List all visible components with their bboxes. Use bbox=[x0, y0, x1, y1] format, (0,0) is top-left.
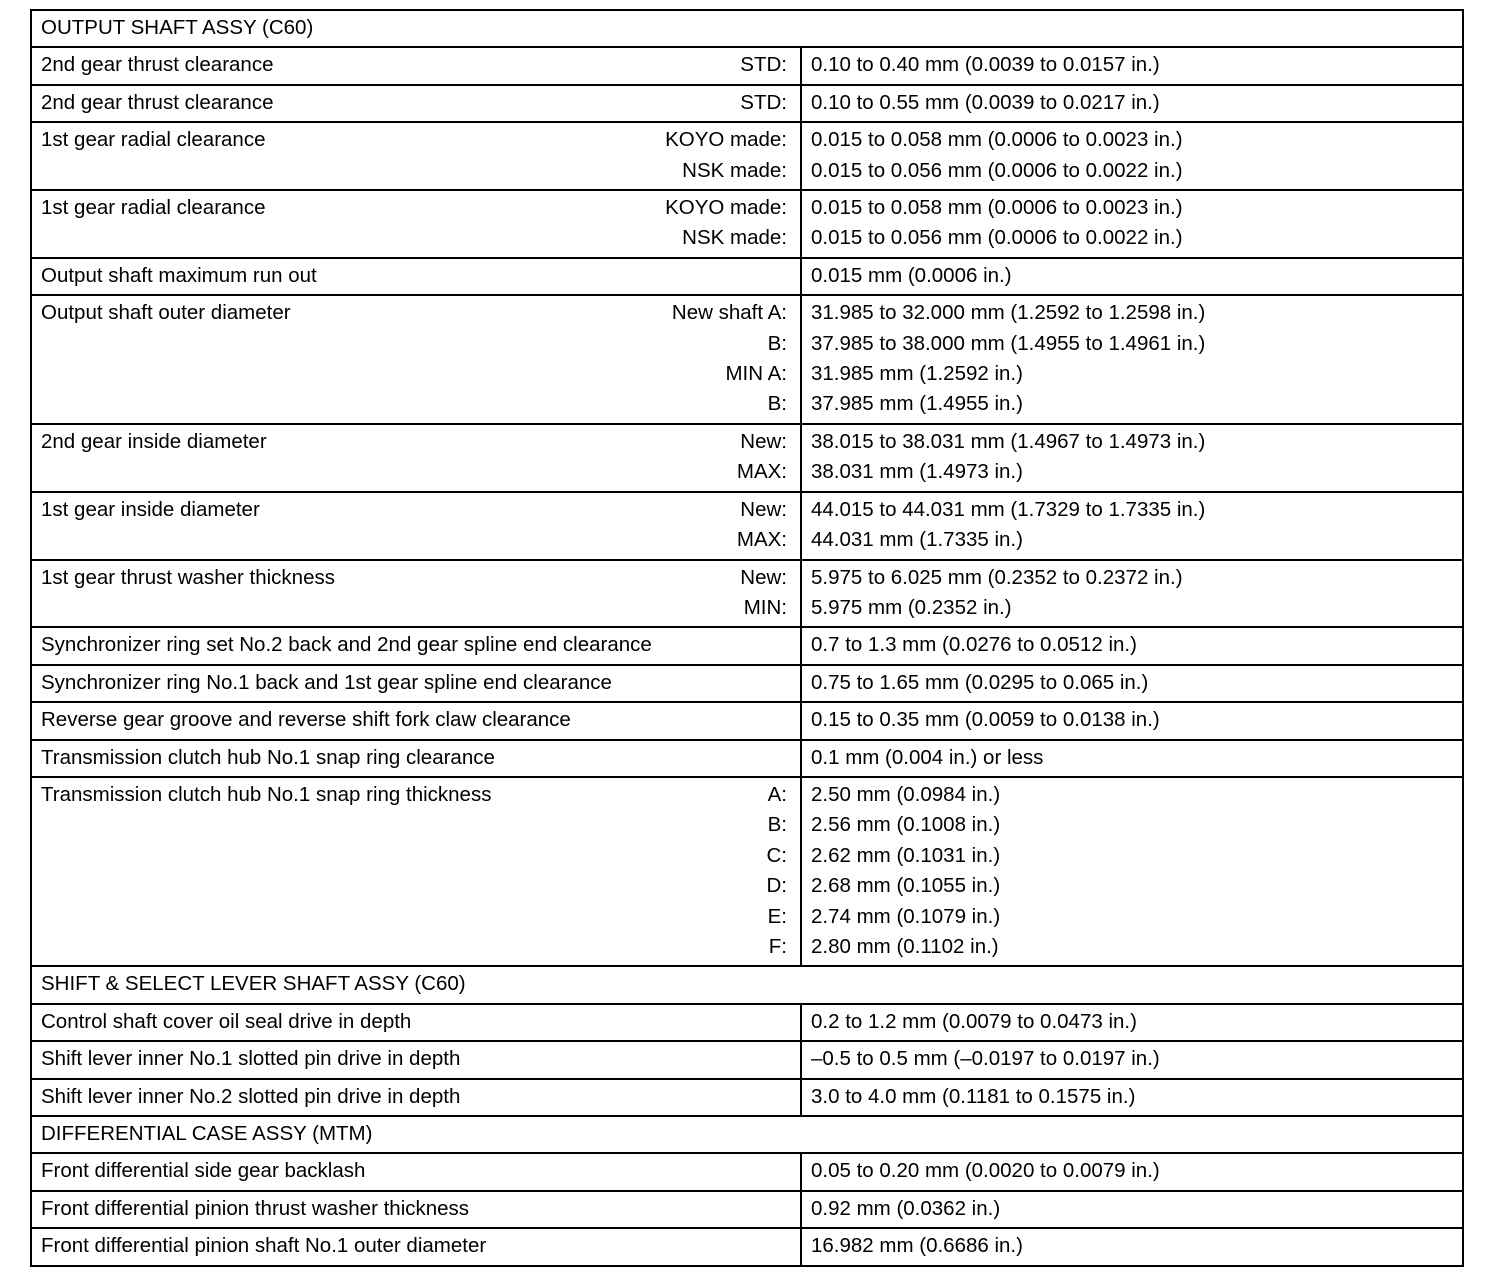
spec-condition: New: bbox=[740, 497, 787, 521]
spec-value-cell bbox=[801, 190, 1463, 258]
spec-label-cell bbox=[31, 122, 801, 190]
spec-label: Control shaft cover oil seal drive in depth bbox=[41, 1009, 412, 1033]
spec-condition: NSK made: bbox=[682, 226, 787, 250]
spec-condition: B: bbox=[767, 331, 787, 355]
spec-value: 0.7 to 1.3 mm (0.0276 to 0.0512 in.) bbox=[811, 633, 1137, 657]
spec-label: Synchronizer ring No.1 back and 1st gear spline end clearance bbox=[41, 670, 612, 694]
spec-label-cell bbox=[31, 492, 801, 560]
spec-value: 31.985 mm (1.2592 in.) bbox=[811, 362, 1023, 386]
spec-value-cell bbox=[801, 740, 1463, 777]
spec-label: 2nd gear thrust clearance bbox=[41, 53, 274, 77]
spec-label-cell bbox=[31, 665, 801, 702]
spec-condition: STD: bbox=[740, 90, 787, 114]
section-header-row bbox=[31, 10, 1463, 47]
spec-value-cell bbox=[801, 702, 1463, 739]
spec-label: 1st gear radial clearance bbox=[41, 128, 266, 152]
spec-value: 0.015 to 0.058 mm (0.0006 to 0.0023 in.) bbox=[811, 128, 1183, 152]
spec-condition-list bbox=[740, 50, 787, 80]
spec-value: 2.50 mm (0.0984 in.) bbox=[811, 782, 1001, 806]
spec-value: 16.982 mm (0.6686 in.) bbox=[811, 1234, 1023, 1258]
spec-value: 2.68 mm (0.1055 in.) bbox=[811, 874, 1001, 898]
section-title: DIFFERENTIAL CASE ASSY (MTM) bbox=[31, 1116, 1463, 1153]
spec-value: 2.80 mm (0.1102 in.) bbox=[811, 934, 999, 958]
spec-value-cell bbox=[801, 1041, 1463, 1078]
spec-label-cell bbox=[31, 1041, 801, 1078]
spec-condition: MIN: bbox=[743, 595, 787, 619]
spec-row bbox=[31, 740, 1463, 777]
spec-label-cell bbox=[31, 740, 801, 777]
spec-row bbox=[31, 122, 1463, 190]
spec-value-cell bbox=[801, 560, 1463, 628]
spec-value: 2.56 mm (0.1008 in.) bbox=[811, 813, 1001, 837]
spec-label-cell bbox=[31, 1153, 801, 1190]
spec-value: 0.75 to 1.65 mm (0.0295 to 0.065 in.) bbox=[811, 670, 1149, 694]
spec-value: 0.92 mm (0.0362 in.) bbox=[811, 1196, 1001, 1220]
spec-value-cell bbox=[801, 1079, 1463, 1116]
spec-label-cell bbox=[31, 47, 801, 84]
spec-label: Front differential pinion thrust washer thickness bbox=[41, 1196, 470, 1220]
spec-value: –0.5 to 0.5 mm (–0.0197 to 0.0197 in.) bbox=[811, 1047, 1160, 1071]
spec-label-cell bbox=[31, 702, 801, 739]
spec-condition: F: bbox=[768, 934, 787, 958]
spec-value: 5.975 mm (0.2352 in.) bbox=[811, 595, 1012, 619]
spec-row bbox=[31, 1153, 1463, 1190]
spec-value: 5.975 to 6.025 mm (0.2352 to 0.2372 in.) bbox=[811, 565, 1183, 589]
spec-value: 0.05 to 0.20 mm (0.0020 to 0.0079 in.) bbox=[811, 1159, 1160, 1183]
spec-value: 44.015 to 44.031 mm (1.7329 to 1.7335 in.) bbox=[811, 497, 1206, 521]
spec-value: 0.015 to 0.056 mm (0.0006 to 0.0022 in.) bbox=[811, 226, 1183, 250]
spec-label-cell bbox=[31, 560, 801, 628]
spec-label-cell bbox=[31, 258, 801, 295]
spec-condition: New: bbox=[740, 429, 787, 453]
spec-value: 0.015 to 0.056 mm (0.0006 to 0.0022 in.) bbox=[811, 158, 1183, 182]
spec-label-cell bbox=[31, 85, 801, 122]
spec-label-cell bbox=[31, 627, 801, 664]
spec-condition: STD: bbox=[740, 53, 787, 77]
spec-label-cell bbox=[31, 424, 801, 492]
spec-row bbox=[31, 424, 1463, 492]
spec-value-cell bbox=[801, 47, 1463, 84]
spec-value: 44.031 mm (1.7335 in.) bbox=[811, 528, 1023, 552]
spec-label: 2nd gear thrust clearance bbox=[41, 90, 274, 114]
spec-label-cell bbox=[31, 295, 801, 424]
spec-label: Transmission clutch hub No.1 snap ring thickness bbox=[41, 782, 492, 806]
spec-condition-list bbox=[737, 495, 787, 556]
spec-condition-list bbox=[737, 427, 787, 488]
spec-value: 37.985 mm (1.4955 in.) bbox=[811, 392, 1023, 416]
spec-row bbox=[31, 295, 1463, 424]
spec-condition: B: bbox=[767, 813, 787, 837]
spec-condition: MAX: bbox=[736, 460, 787, 484]
spec-value: 0.15 to 0.35 mm (0.0059 to 0.0138 in.) bbox=[811, 708, 1160, 732]
spec-label-cell bbox=[31, 777, 801, 966]
spec-row bbox=[31, 85, 1463, 122]
spec-value-cell bbox=[801, 424, 1463, 492]
section-title: OUTPUT SHAFT ASSY (C60) bbox=[31, 10, 1463, 47]
spec-label-cell bbox=[31, 1228, 801, 1265]
spec-value-cell bbox=[801, 122, 1463, 190]
spec-value: 0.10 to 0.40 mm (0.0039 to 0.0157 in.) bbox=[811, 53, 1160, 77]
spec-value-cell bbox=[801, 258, 1463, 295]
spec-condition: NSK made: bbox=[682, 158, 787, 182]
spec-label: Front differential pinion shaft No.1 outer diameter bbox=[41, 1234, 487, 1258]
spec-condition: MIN A: bbox=[725, 362, 787, 386]
spec-condition: A: bbox=[767, 782, 787, 806]
spec-row bbox=[31, 47, 1463, 84]
spec-condition: New shaft A: bbox=[671, 301, 787, 325]
spec-value-cell bbox=[801, 295, 1463, 424]
spec-row bbox=[31, 1004, 1463, 1041]
spec-row bbox=[31, 1041, 1463, 1078]
spec-value-cell bbox=[801, 492, 1463, 560]
spec-label: Shift lever inner No.2 slotted pin drive in depth bbox=[41, 1084, 461, 1108]
spec-label: Shift lever inner No.1 slotted pin drive in depth bbox=[41, 1047, 461, 1071]
spec-value: 31.985 to 32.000 mm (1.2592 to 1.2598 in.) bbox=[811, 301, 1206, 325]
spec-value: 38.015 to 38.031 mm (1.4967 to 1.4973 in.) bbox=[811, 429, 1206, 453]
spec-label-cell bbox=[31, 190, 801, 258]
spec-row bbox=[31, 258, 1463, 295]
spec-condition: MAX: bbox=[736, 528, 787, 552]
spec-row bbox=[31, 665, 1463, 702]
spec-condition: C: bbox=[766, 843, 787, 867]
spec-value-cell bbox=[801, 85, 1463, 122]
spec-value: 0.015 to 0.058 mm (0.0006 to 0.0023 in.) bbox=[811, 196, 1183, 220]
spec-label: 2nd gear inside diameter bbox=[41, 429, 267, 453]
spec-row bbox=[31, 492, 1463, 560]
spec-label-cell bbox=[31, 1079, 801, 1116]
spec-table-body bbox=[31, 10, 1463, 1266]
spec-label: Output shaft outer diameter bbox=[41, 301, 291, 325]
spec-label: Output shaft maximum run out bbox=[41, 263, 317, 287]
spec-value-cell bbox=[801, 777, 1463, 966]
spec-value: 37.985 to 38.000 mm (1.4955 to 1.4961 in.) bbox=[811, 331, 1206, 355]
spec-value-cell bbox=[801, 1228, 1463, 1265]
spec-row bbox=[31, 1228, 1463, 1265]
spec-value-cell bbox=[801, 1191, 1463, 1228]
spec-condition-list bbox=[740, 88, 787, 118]
spec-condition: New: bbox=[740, 565, 787, 589]
spec-condition-list bbox=[672, 298, 787, 420]
spec-condition-list bbox=[740, 563, 787, 624]
spec-value: 2.62 mm (0.1031 in.) bbox=[811, 843, 1001, 867]
spec-value: 0.10 to 0.55 mm (0.0039 to 0.0217 in.) bbox=[811, 90, 1160, 114]
spec-label-cell bbox=[31, 1191, 801, 1228]
spec-row bbox=[31, 1191, 1463, 1228]
spec-label: 1st gear inside diameter bbox=[41, 497, 260, 521]
spec-value-cell bbox=[801, 1153, 1463, 1190]
spec-row bbox=[31, 190, 1463, 258]
spec-condition: D: bbox=[766, 874, 787, 898]
spec-label: 1st gear radial clearance bbox=[41, 196, 266, 220]
spec-value: 2.74 mm (0.1079 in.) bbox=[811, 904, 1001, 928]
spec-condition: E: bbox=[767, 904, 787, 928]
spec-value: 3.0 to 4.0 mm (0.1181 to 0.1575 in.) bbox=[811, 1084, 1136, 1108]
spec-condition-list bbox=[665, 193, 787, 254]
spec-value: 0.015 mm (0.0006 in.) bbox=[811, 263, 1012, 287]
spec-value: 0.1 mm (0.004 in.) or less bbox=[811, 745, 1044, 769]
spec-row bbox=[31, 627, 1463, 664]
spec-label: Transmission clutch hub No.1 snap ring clearance bbox=[41, 745, 495, 769]
spec-value-cell bbox=[801, 1004, 1463, 1041]
spec-label: Reverse gear groove and reverse shift fork claw clearance bbox=[41, 708, 571, 732]
spec-condition: KOYO made: bbox=[665, 128, 787, 152]
spec-label: Front differential side gear backlash bbox=[41, 1159, 366, 1183]
spec-row bbox=[31, 1079, 1463, 1116]
spec-value: 0.2 to 1.2 mm (0.0079 to 0.0473 in.) bbox=[811, 1009, 1137, 1033]
section-header-row bbox=[31, 1116, 1463, 1153]
spec-label: Synchronizer ring set No.2 back and 2nd gear spline end clearance bbox=[41, 633, 652, 657]
spec-value: 38.031 mm (1.4973 in.) bbox=[811, 460, 1023, 484]
spec-table bbox=[30, 9, 1464, 1267]
spec-row bbox=[31, 777, 1463, 966]
spec-condition: B: bbox=[767, 392, 787, 416]
spec-label-cell bbox=[31, 1004, 801, 1041]
spec-value-cell bbox=[801, 627, 1463, 664]
spec-condition: KOYO made: bbox=[665, 196, 787, 220]
spec-condition-list bbox=[665, 125, 787, 186]
section-title: SHIFT & SELECT LEVER SHAFT ASSY (C60) bbox=[31, 966, 1463, 1003]
spec-value-cell bbox=[801, 665, 1463, 702]
spec-label: 1st gear thrust washer thickness bbox=[41, 565, 335, 589]
spec-condition-list bbox=[767, 780, 788, 962]
section-header-row bbox=[31, 966, 1463, 1003]
spec-row bbox=[31, 560, 1463, 628]
spec-row bbox=[31, 702, 1463, 739]
